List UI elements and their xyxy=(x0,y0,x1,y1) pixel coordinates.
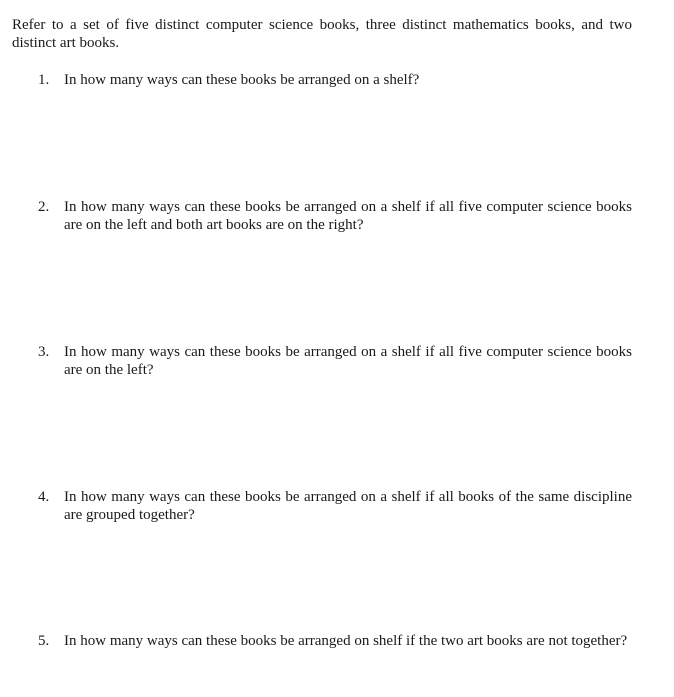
question-number: 5. xyxy=(38,633,50,649)
question-number: 1. xyxy=(38,72,50,88)
question-text: In how many ways can these books be arranged on a shelf if all five computer science books are on the left? xyxy=(64,344,632,378)
question-number: 4. xyxy=(38,489,50,505)
question-text: In how many ways can these books be arranged on a shelf if all five computer science books are on the left and both art books are on the right? xyxy=(64,199,632,233)
question-text: In how many ways can these books be arranged on a shelf if all books of the same discipline are grouped together? xyxy=(64,489,632,523)
question-number: 2. xyxy=(38,199,50,215)
question-number: 3. xyxy=(38,344,50,360)
question-text: In how many ways can these books be arranged on a shelf? xyxy=(64,72,420,88)
question-text: In how many ways can these books be arranged on shelf if the two art books are not together? xyxy=(64,633,628,649)
problem-intro: Refer to a set of five distinct computer science books, three distinct mathematics books, and two distinct art books. xyxy=(12,17,632,51)
